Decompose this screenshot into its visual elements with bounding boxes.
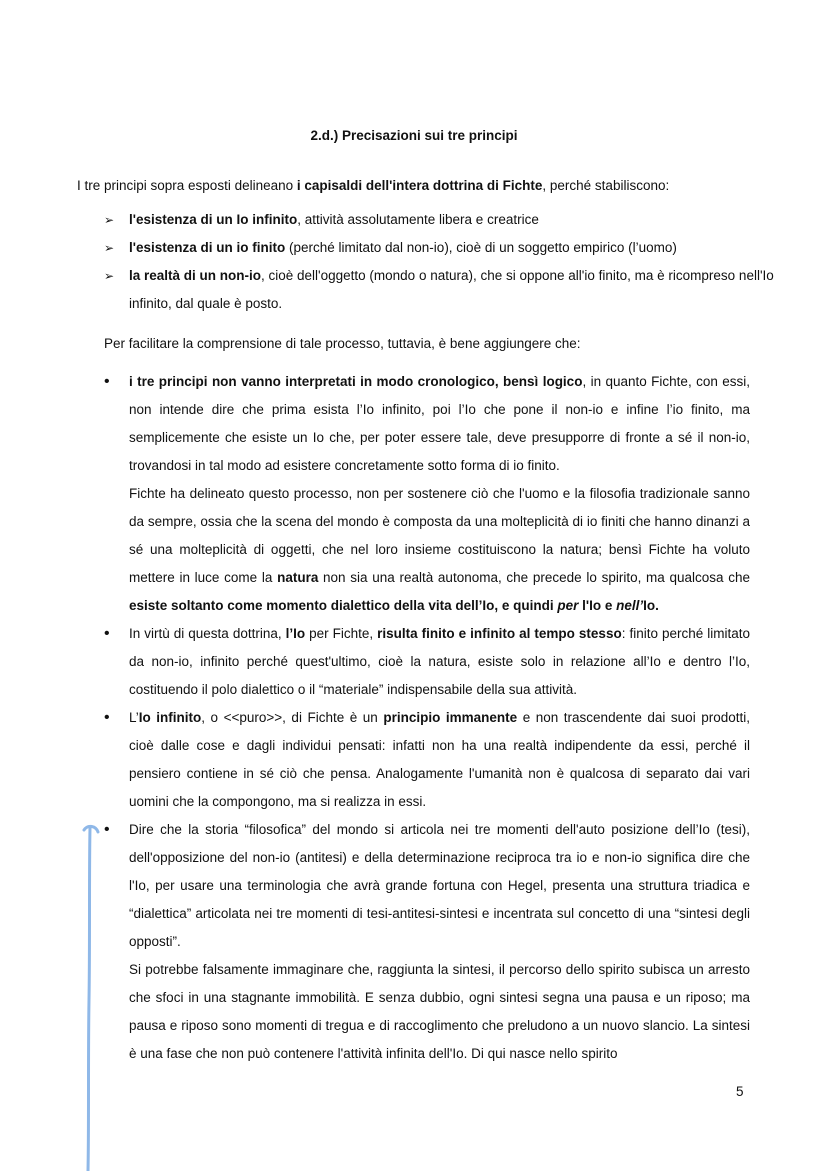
bold-text: esiste soltanto come momento dialettico della vita dell’Io, e quindi xyxy=(129,598,558,613)
bullet-dot-icon: • xyxy=(104,709,110,726)
arrow-item xyxy=(104,206,804,234)
bold-italic-text: per xyxy=(557,598,579,613)
body-text: Fichte ha delineato questo processo, non per sostenere ciò che l'uomo e la filosofia tradizionale sanno da sempre, ossia che la scena del mondo è composta da una molteplicità di io finiti che hanno dinanzi a sé una molteplicità di oggetti, che nel loro insieme costituiscono la natura; bensì Fichte ha voluto mettere in luce come la xyxy=(129,486,750,585)
bullet-paragraph: Si potrebbe falsamente immaginare che, raggiunta la sintesi, il percorso dello spirito subisca un arresto che sfoci in una stagnante immobilità. E senza dubbio, ogni sintesi segna una pausa e un riposo; ma pausa e riposo sono momenti di tregua e di raccoglimento che preludono a un nuovo slancio. La sintesi è una fase che non può contenere l'attività infinita dell'Io. Di qui nasce nello spirito xyxy=(129,962,750,1061)
bullet-paragraph xyxy=(129,620,750,704)
bold-text: natura xyxy=(277,570,319,585)
bullet-paragraph: Dire che la storia “filosofica” del mondo si articola nei tre momenti dell'auto posizione dell’Io (tesi), dell'opposizione del non-io (antitesi) e della determinazione reciproca tra io e non-io significa dire che l'Io, per usare una terminologia che avrà grande fortuna con Hegel, presenta una struttura triadica e “dialettica” articolata nei tre momenti di tesi-antitesi-sintesi e incentrata sul concetto di una “sintesi degli opposti”. xyxy=(129,822,750,949)
body-text: non sia una realtà autonoma, che precede lo spirito, ma qualcosa che xyxy=(318,570,751,585)
body-text: , in quanto Fichte, con essi, non intende dire che prima esista l’Io infinito, poi l’Io che pone il non-io e infine l’io finito, ma semplicemente che esiste un Io che, per poter essere tale, deve presupporre di fronte a sé il non-io, trovandosi in tal modo ad esistere concretamente sotto forma di io finito. xyxy=(129,374,751,473)
arrow-item-bold: l'esistenza di un io finito xyxy=(129,240,286,255)
arrow-item-bold: la realtà di un non-io xyxy=(129,268,262,283)
bold-text: i tre principi non vanno interpretati in modo cronologico, bensì logico xyxy=(129,374,583,389)
arrow-item xyxy=(104,262,804,318)
bold-text: Io. xyxy=(643,598,659,613)
body-text: : finito perché limitato da non-io, infinito perché quest'ultimo, cioè la natura, esiste solo in relazione all’Io e dentro l’Io, costituendo il polo dialettico o il “materiale” indispensabile della sua attività. xyxy=(129,626,751,697)
body-text: L’ xyxy=(129,710,139,725)
bullet-list xyxy=(104,368,750,1068)
bullet-paragraph xyxy=(129,480,750,620)
intro-bold: i capisaldi dell'intera dottrina di Fichte xyxy=(296,178,543,193)
bullet-dot-icon: • xyxy=(104,821,110,838)
bullet-item xyxy=(104,704,750,816)
bullet-paragraph xyxy=(129,704,750,816)
bullet-dot-icon: • xyxy=(104,373,110,390)
arrow-item-text: (perché limitato dal non-io), cioè di un soggetto empirico (l’uomo) xyxy=(285,240,677,255)
bold-italic-text: nell’ xyxy=(616,598,644,613)
bold-text: Io infinito xyxy=(138,710,202,725)
bullet-item xyxy=(104,816,750,1068)
transition-paragraph: Per facilitare la comprensione di tale processo, tuttavia, è bene aggiungere che: xyxy=(104,336,581,351)
arrow-bullet-icon: ➢ xyxy=(104,241,115,255)
bold-text: l'Io e xyxy=(578,598,617,613)
arrow-item-bold: l'esistenza di un Io infinito xyxy=(129,212,298,227)
intro-text-end: , perché stabiliscono: xyxy=(542,178,670,193)
arrow-bullet-icon: ➢ xyxy=(104,213,115,227)
bullet-item xyxy=(104,368,750,620)
body-text: In virtù di questa dottrina, xyxy=(129,626,286,641)
intro-paragraph xyxy=(77,176,797,196)
arrow-item-text: , attività assolutamente libera e creatrice xyxy=(297,212,539,227)
bullet-item xyxy=(104,620,750,704)
body-text: e non trascendente dai suoi prodotti, cioè dalle cose e dagli individui pensati: infatti non ha una realtà indipendente da essi, perché il pensiero contiene in sé ciò che pensa. Analogamente l'umanità non è qualcosa di separato dai vari uomini che la compongono, ma si realizza in essi. xyxy=(129,710,750,809)
handwritten-margin-line-icon xyxy=(78,820,108,1171)
bold-text: principio immanente xyxy=(383,710,518,725)
bold-text: l’Io xyxy=(285,626,306,641)
body-text: per Fichte, xyxy=(305,626,378,641)
body-text: , o <<puro>>, di Fichte è un xyxy=(201,710,384,725)
intro-text: I tre principi sopra esposti delineano xyxy=(77,178,297,193)
bold-text: risulta finito e infinito al tempo stesso xyxy=(377,626,622,641)
section-title: 2.d.) Precisazioni sui tre principi xyxy=(310,128,518,143)
bullet-paragraph xyxy=(129,368,750,480)
arrow-bullet-icon: ➢ xyxy=(104,269,115,283)
arrow-item xyxy=(104,234,804,262)
arrow-item-text: , cioè dell'oggetto (mondo o natura), che si oppone all'io finito, ma è ricompreso nell'Io infinito, dal quale è posto. xyxy=(129,268,774,311)
page-number: 5 xyxy=(736,1084,744,1099)
bullet-dot-icon: • xyxy=(104,625,110,642)
arrow-list xyxy=(104,206,804,318)
